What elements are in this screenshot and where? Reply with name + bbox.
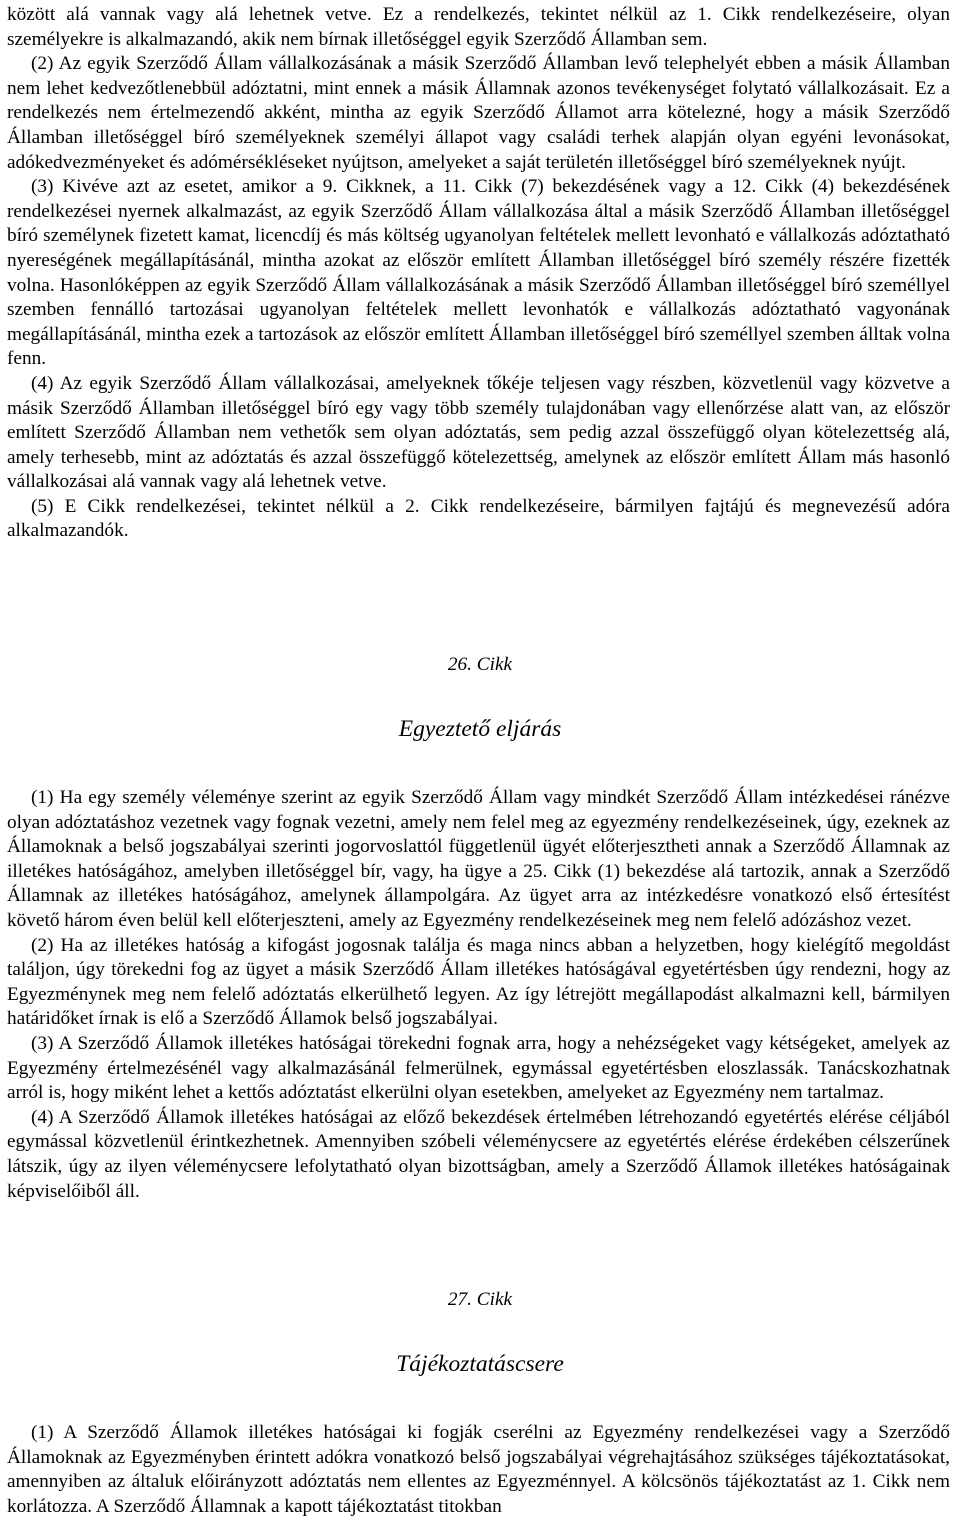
paragraph: (2) Ha az illetékes hatóság a kifogást jogosnak találja és maga nincs abban a helyzetben, hogy kielégítő megoldást találjon, úgy törekedni fog az ügyet a másik Szerződő Állam illetékes hatóságával egyetértésben úgy rendezni, hogy az Egyezménynek meg nem felelő adóztatás elkerülhető legyen. Az így létrejött megállapodást alkalmazni kell, bármilyen határidőket írnak is elő a Szerződő Államok belső jogszabályai. [7,934,950,1030]
article-27-body [7,1421,950,1519]
paragraph: (3) A Szerződő Államok illetékes hatóságai törekedni fognak arra, hogy a nehézségeket vagy kétségeket, amelyek az Egyezmény értelmezésénél vagy alkalmazásánál felmerülnek, egymással egyetértésben eloszlassák. Tanácskozhatnak arról is, hogy miként lehet a kettős adóztatást elkerülni olyan esetekben, amelyeket az Egyezmény nem tartalmaz. [7,1032,950,1104]
paragraph: (4) A Szerződő Államok illetékes hatóságai az előző bekezdések értelmében létrehozandó egyetértés elérése céljából egymással közvetlenül érintkezhetnek. Amennyiben szóbeli véleménycsere az egyetértés elérése érdekében célszerűnek látszik, úgy az ilyen véleménycsere lefolytatható olyan bizottságban, amely a Szerződő Államok illetékes hatóságainak képviselőiből áll. [7,1106,950,1202]
article-25-continuation [7,3,950,544]
paragraph: között alá vannak vagy alá lehetnek vetve. Ez a rendelkezés, tekintet nélkül az 1. Cikk rendelkezéseire, olyan személyekre is alkalmazandó, akik nem bírnak illetőséggel egyik Szerződő Államban sem. [7,4,950,50]
paragraph: (1) A Szerződő Államok illetékes hatóságai ki fogják cserélni az Egyezmény rendelkezései vagy a Szerződő Államoknak az Egyezményben érintett adókra vonatkozó belső jogszabályai végrehajtásához szükséges tájékoztatásokat, amennyiben az általuk előirányzott adóztatás nem ellentes az Egyezménnyel. A kölcsönös tájékoztatást az 1. Cikk nem korlátozza. A Szerződő Államnak a kapott tájékoztatást titokban [7,1422,950,1517]
article-number: 27. Cikk [447,1289,513,1310]
article-title: Egyeztető eljárás [398,716,562,742]
paragraph: (2) Az egyik Szerződő Állam vállalkozásának a másik Szerződő Államban levő telephelyét ebben a másik Államban nem lehet kedvezőtlenebbül adóztatni, mint ennek a másik Államnak azonos tevékenységet folytató vállalkozásait. Ez a rendelkezés nem értelmezendő akként, mintha az egyik Szerződő Államot arra kötelezné, hogy a másik Szerződő Államban illetőséggel bíró személyeknek személyi állapot vagy családi terhek alapján olyan egyéni levonásokat, adókedvezményeket és adómérsékléseket nyújtson, amelyeket a saját területén illetőséggel bíró személyeknek nyújt. [7,53,950,173]
paragraph: (3) Kivéve azt az esetet, amikor a 9. Cikknek, a 11. Cikk (7) bekezdésének vagy a 12. Cikk (4) bekezdésének rendelkezései nyernek alkalmazást, az egyik Szerződő Állam vállalkozása által a másik Szerződő Államban illetőséggel bíró személynek fizetett kamat, licencdíj és más költség ugyanolyan feltételek mellett levonható e vállalkozás adóztatható nyereségének megállapításánál, mintha azokat az először említett Államban illetőséggel bíró személy részére fizették volna. Hasonlóképpen az egyik Szerződő Állam vállalkozásának a másik Szerződő Államban illetőséggel bíró személlyel szemben fennálló tartozásai ugyanolyan feltételek mellett levonhatók e vállalkozás adóztatható vagyonának megállapításánál, mintha ezek a tartozások az először említett Államban illetőséggel bíró személlyel szemben álltak volna fenn. [7,176,950,370]
article-title: Tájékoztatáscsere [396,1351,564,1377]
paragraph: (1) Ha egy személy véleménye szerint az egyik Szerződő Állam vagy mindkét Szerződő Állam intézkedései ránézve olyan adóztatáshoz vezetnek vagy fognak vezetni, amely nem felel meg az egyezmény rendelkezéseinek, úgy, ezeknek az Államoknak a belső jogszabályai szerinti jogorvoslattól függetlenül ügyét előterjesztheti annak a Szerződő Államnak az illetékes hatóságához, amelyben illetőséggel bír, vagy, ha ügye a 25. Cikk (1) bekezdése alá tartozik, annak a Szerződő Államnak az illetékes hatóságához, amelynek állampolgára. Az ügyet arra az intézkedésre vonatkozó első értesítést követő három éven belül kell előterjeszteni, amely az Egyezmény rendelkezéseinek meg nem felelő adózáshoz vezet. [7,787,950,931]
paragraph: (5) E Cikk rendelkezései, tekintet nélkül a 2. Cikk rendelkezéseire, bármilyen fajtájú és megnevezésű adóra alkalmazandók. [7,495,950,542]
article-26-body [7,786,950,1204]
article-number: 26. Cikk [447,654,513,675]
paragraph: (4) Az egyik Szerződő Állam vállalkozásai, amelyeknek tőkéje teljesen vagy részben, közvetlenül vagy közvetve a másik Szerződő Államban illetőséggel bíró egy vagy több személy tulajdonában vagy ellenőrzése alatt van, az először említett Szerződő Államban nem vethetők sem olyan adóztatás, sem pedig azzal összefüggő olyan kötelezettség alá, amely terhesebb, mint az adóztatás és azzal összefüggő kötelezettség, amelynek az először említett Állam más hasonló vállalkozásai alá vannak vagy alá lehetnek vetve. [7,372,950,493]
